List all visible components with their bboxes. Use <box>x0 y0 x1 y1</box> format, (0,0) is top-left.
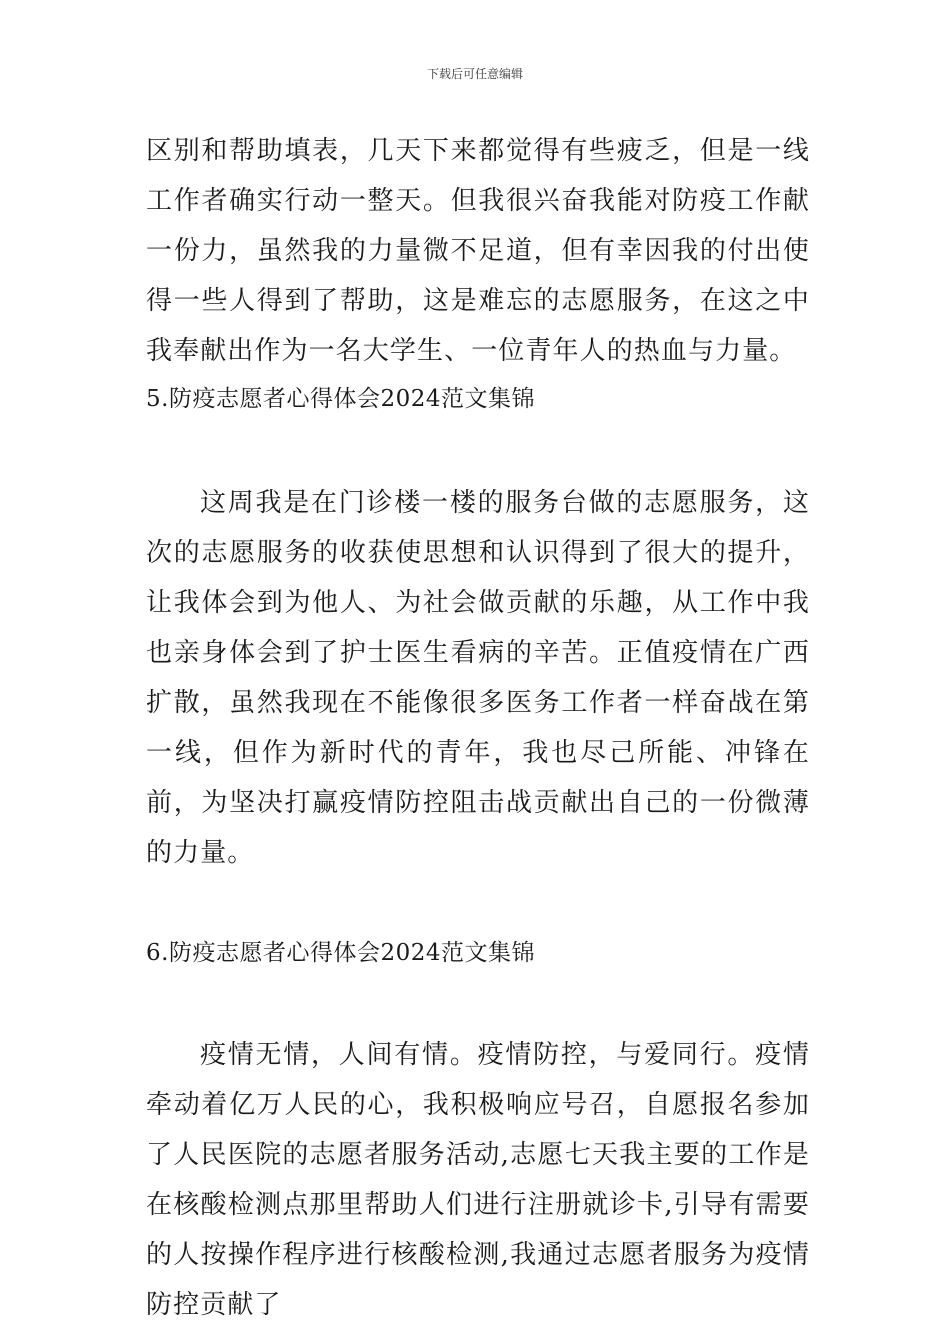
continued-paragraph: 区别和帮助填表，几天下来都觉得有些疲乏，但是一线工作者确实行动一整天。但我很兴奋我能对防疫工作献一份力，虽然我的力量微不足道，但有幸因我的付出使得一些人得到了帮助，这是难忘的志愿服务，在这之中我奉献出作为一名大学生、一位青年人的热血与力量。 <box>146 136 810 366</box>
spacer <box>146 422 810 478</box>
spacer <box>146 878 810 930</box>
section-heading-6: 6.防疫志愿者心得体会2024范文集锦 <box>146 940 535 966</box>
spacer <box>146 976 810 1030</box>
section-6-paragraph: 疫情无情，人间有情。疫情防控，与爱同行。疫情牵动着亿万人民的心，我积极响应号召，自愿报名参加了人民医院的志愿者服务活动,志愿七天我主要的工作是在核酸检测点那里帮助人们进行注册就诊卡,引导有需要的人按操作程序进行核酸检测,我通过志愿者服务为疫情防控贡献了 <box>146 1040 810 1320</box>
section-5-paragraph: 这周我是在门诊楼一楼的服务台做的志愿服务，这次的志愿服务的收获使思想和认识得到了很大的提升，让我体会到为他人、为社会做贡献的乐趣，从工作中我也亲身体会到了护士医生看病的辛苦。正值疫情在广西扩散，虽然我现在不能像很多医务工作者一样奋战在第一线，但作为新时代的青年，我也尽己所能、冲锋在前，为坚决打赢疫情防控阻击战贡献出自己的一份微薄的力量。 <box>146 488 810 868</box>
page-header: 下载后可任意编辑 <box>426 67 523 81</box>
section-heading-5: 5.防疫志愿者心得体会2024范文集锦 <box>146 386 535 412</box>
document-body <box>146 126 810 1330</box>
